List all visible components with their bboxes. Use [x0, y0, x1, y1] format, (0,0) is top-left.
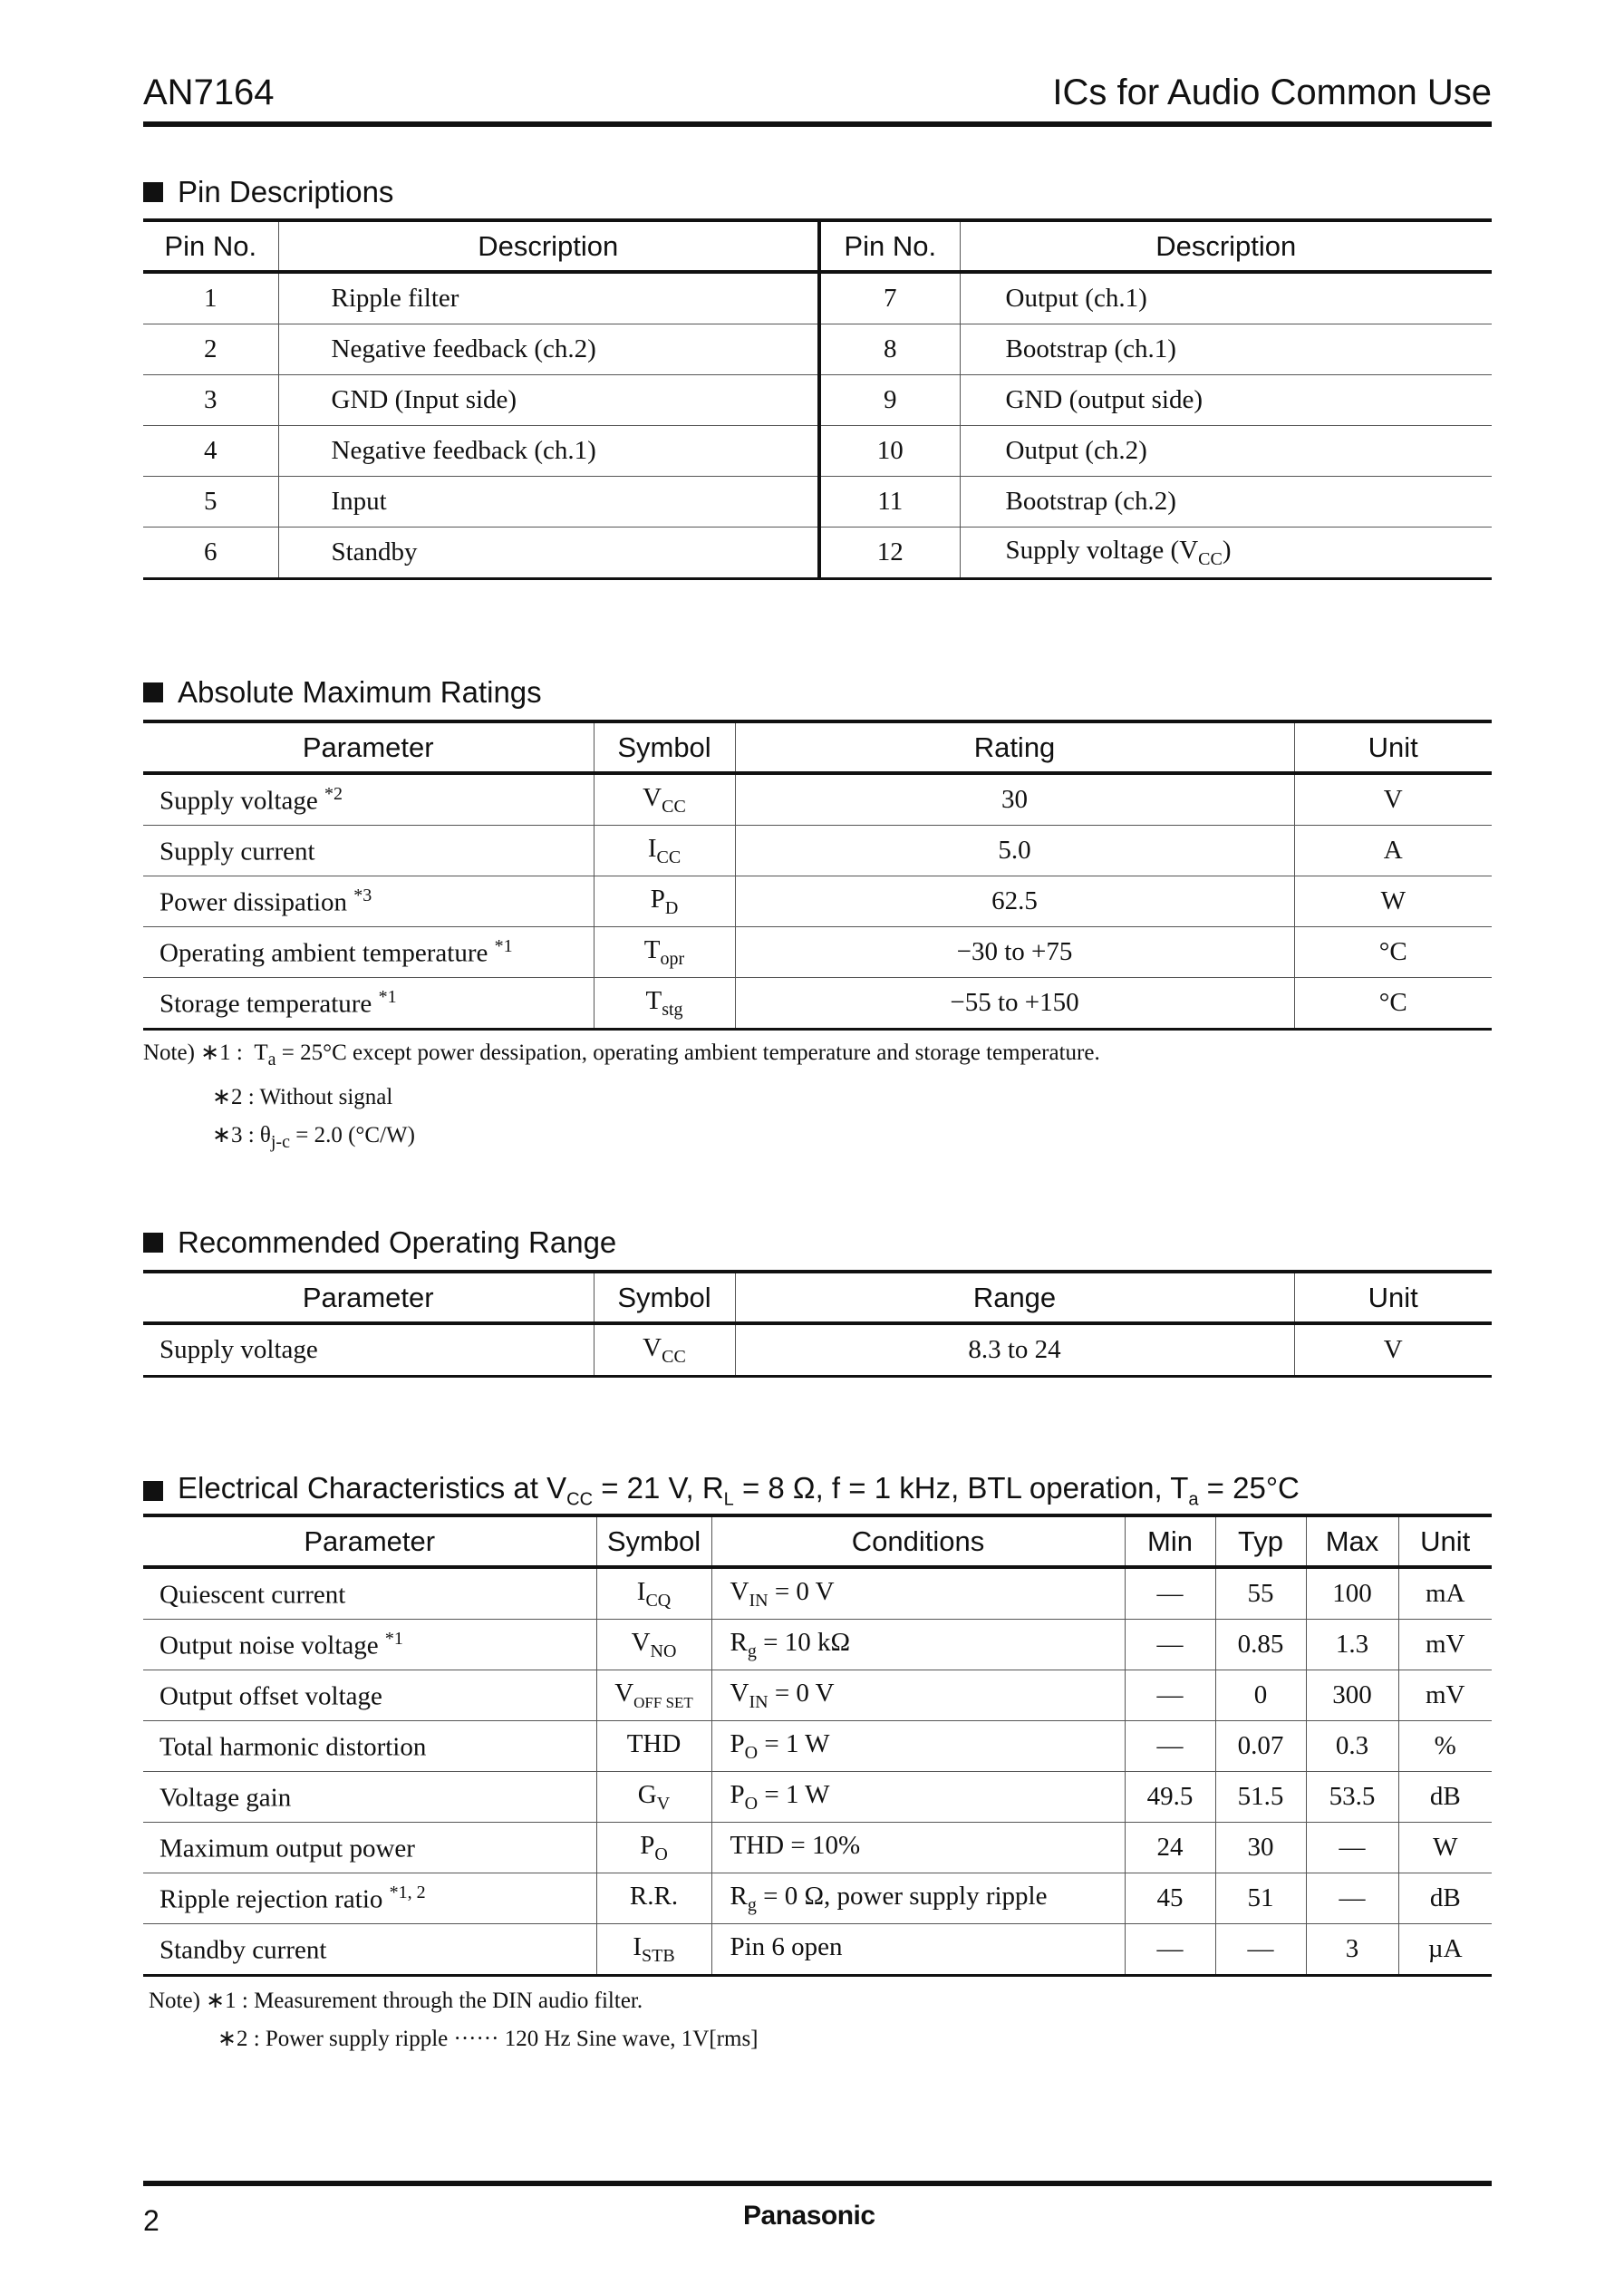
- table-row: [143, 1670, 1492, 1721]
- conditions-cell: $V_{IN} = 0$ V: [711, 1567, 1125, 1620]
- note-line: ∗3 : $\theta_{j-c} = 2.0$ (°C/W): [212, 1123, 415, 1152]
- symbol-cell: $I_{CQ}$: [596, 1567, 711, 1620]
- section-absolute-maximum-ratings: [143, 675, 542, 710]
- table-header-row: [143, 721, 1492, 773]
- min-cell: —: [1125, 1567, 1215, 1620]
- unit-cell: V: [1294, 773, 1492, 826]
- col-header: Unit: [1294, 1272, 1492, 1323]
- section-recommended-operating-range: [143, 1225, 616, 1260]
- unit-cell: A: [1294, 826, 1492, 876]
- unit-cell: V: [1294, 1323, 1492, 1377]
- conditions-cell: $R_g = 10$ kΩ: [711, 1620, 1125, 1670]
- min-cell: 24: [1125, 1823, 1215, 1873]
- table-row: [143, 1721, 1492, 1772]
- note-line: ∗2 : Without signal: [212, 1085, 393, 1109]
- max-cell: 3: [1306, 1924, 1398, 1976]
- col-header: Description: [278, 220, 819, 272]
- pin-number: 7: [819, 272, 960, 324]
- max-cell: —: [1306, 1873, 1398, 1924]
- section-bullet-icon: [143, 1481, 163, 1501]
- table-row: [143, 272, 1492, 324]
- symbol-cell: $I_{CC}$: [594, 826, 735, 876]
- conditions-cell: Pin 6 open: [711, 1924, 1125, 1976]
- max-cell: 0.3: [1306, 1721, 1398, 1772]
- pin-number: 4: [143, 426, 278, 477]
- max-cell: 100: [1306, 1567, 1398, 1620]
- min-cell: —: [1125, 1924, 1215, 1976]
- table-row: [143, 375, 1492, 426]
- section-title: Electrical Characteristics at $V_{CC} = 21$ V, $R_L = 8$ Ω, f = 1 kHz, BTL operation, $T_a = 25^\circ C$: [178, 1471, 1300, 1510]
- rating-cell: 5.0: [735, 826, 1294, 876]
- pin-description: Negative feedback (ch.1): [278, 426, 819, 477]
- parameter-cell: Output offset voltage: [143, 1670, 596, 1721]
- table-row: [143, 1567, 1492, 1620]
- symbol-cell: R.R.: [596, 1873, 711, 1924]
- max-cell: 1.3: [1306, 1620, 1398, 1670]
- col-header: Symbol: [594, 1272, 735, 1323]
- parameter-cell: Quiescent current: [143, 1567, 596, 1620]
- section-title: Pin Descriptions: [178, 175, 394, 208]
- col-header: Rating: [735, 721, 1294, 773]
- col-header: Conditions: [711, 1515, 1125, 1567]
- pin-number: 8: [819, 324, 960, 375]
- unit-cell: °C: [1294, 927, 1492, 978]
- min-cell: —: [1125, 1721, 1215, 1772]
- absolute-maximum-ratings-table: [143, 720, 1492, 1031]
- typ-cell: 55: [1215, 1567, 1306, 1620]
- section-electrical-characteristics: [143, 1471, 1300, 1511]
- pin-number: 1: [143, 272, 278, 324]
- parameter-cell: Operating ambient temperature $^{*1}$: [143, 927, 594, 978]
- pin-number: 12: [819, 528, 960, 579]
- table-row: [143, 1772, 1492, 1823]
- min-cell: 49.5: [1125, 1772, 1215, 1823]
- parameter-cell: Output noise voltage $^{*1}$: [143, 1620, 596, 1670]
- table-row: [143, 1823, 1492, 1873]
- parameter-cell: Standby current: [143, 1924, 596, 1976]
- symbol-cell: $P_D$: [594, 876, 735, 927]
- table-row: [143, 876, 1492, 927]
- section-bullet-icon: [143, 182, 163, 202]
- typ-cell: 51.5: [1215, 1772, 1306, 1823]
- symbol-cell: THD: [596, 1721, 711, 1772]
- parameter-cell: Total harmonic distortion: [143, 1721, 596, 1772]
- col-header: Parameter: [143, 721, 594, 773]
- symbol-cell: $P_O$: [596, 1823, 711, 1873]
- table-row: [143, 324, 1492, 375]
- col-header: Typ: [1215, 1515, 1306, 1567]
- unit-cell: mV: [1398, 1620, 1492, 1670]
- pin-description: Output (ch.1): [960, 272, 1492, 324]
- brand-logo: Panasonic: [743, 2201, 875, 2231]
- unit-cell: dB: [1398, 1772, 1492, 1823]
- note-line: Note) ∗1 : $T_a = 25^\circ C$ except power dessipation, operating ambient temperature and storage temperature.: [143, 1041, 1100, 1070]
- max-cell: 53.5: [1306, 1772, 1398, 1823]
- pin-number: 6: [143, 528, 278, 579]
- section-title: Recommended Operating Range: [178, 1225, 617, 1259]
- pin-number: 2: [143, 324, 278, 375]
- note-line: Note) ∗1 : Measurement through the DIN audio filter.: [149, 1989, 643, 2013]
- col-header: Parameter: [143, 1272, 594, 1323]
- table-row: [143, 1924, 1492, 1976]
- pin-description: Standby: [278, 528, 819, 579]
- col-header: Description: [960, 220, 1492, 272]
- unit-cell: mA: [1398, 1567, 1492, 1620]
- col-header: Symbol: [594, 721, 735, 773]
- unit-cell: mV: [1398, 1670, 1492, 1721]
- pin-description: Supply voltage $(V_{CC})$: [960, 528, 1492, 579]
- rating-cell: 62.5: [735, 876, 1294, 927]
- col-header: Parameter: [143, 1515, 596, 1567]
- table-row: [143, 1873, 1492, 1924]
- pin-number: 5: [143, 477, 278, 528]
- symbol-cell: $V_{OFF SET}$: [596, 1670, 711, 1721]
- conditions-cell: $V_{IN} = 0$ V: [711, 1670, 1125, 1721]
- table-row: [143, 978, 1492, 1030]
- parameter-cell: Storage temperature $^{*1}$: [143, 978, 594, 1030]
- table-row: [143, 927, 1492, 978]
- unit-cell: W: [1294, 876, 1492, 927]
- table-row: [143, 1620, 1492, 1670]
- parameter-cell: Supply voltage $^{*2}$: [143, 773, 594, 826]
- parameter-cell: Maximum output power: [143, 1823, 596, 1873]
- parameter-cell: Voltage gain: [143, 1772, 596, 1823]
- pin-description: GND (output side): [960, 375, 1492, 426]
- pin-number: 3: [143, 375, 278, 426]
- symbol-cell: $I_{STB}$: [596, 1924, 711, 1976]
- unit-cell: %: [1398, 1721, 1492, 1772]
- page-number: 2: [143, 2204, 160, 2237]
- table-row: [143, 1323, 1492, 1377]
- col-header: Pin No.: [819, 220, 960, 272]
- unit-cell: µA: [1398, 1924, 1492, 1976]
- note-line: ∗2 : Power supply ripple ······ 120 Hz Sine wave, 1V[rms]: [218, 2027, 759, 2051]
- unit-cell: °C: [1294, 978, 1492, 1030]
- pin-description: Bootstrap (ch.2): [960, 477, 1492, 528]
- table-row: [143, 773, 1492, 826]
- pin-description: Input: [278, 477, 819, 528]
- document-category: ICs for Audio Common Use: [1052, 73, 1492, 112]
- pin-number: 9: [819, 375, 960, 426]
- conditions-cell: THD = 10%: [711, 1823, 1125, 1873]
- pin-number: 10: [819, 426, 960, 477]
- table-row: [143, 826, 1492, 876]
- col-header: Range: [735, 1272, 1294, 1323]
- symbol-cell: $T_{opr}$: [594, 927, 735, 978]
- table-header-row: [143, 220, 1492, 272]
- section-title: Absolute Maximum Ratings: [178, 675, 542, 709]
- recommended-operating-range-table: [143, 1270, 1492, 1378]
- max-cell: —: [1306, 1823, 1398, 1873]
- pin-description: Bootstrap (ch.1): [960, 324, 1492, 375]
- col-header: Min: [1125, 1515, 1215, 1567]
- header-rule: [143, 121, 1492, 127]
- parameter-cell: Power dissipation $^{*3}$: [143, 876, 594, 927]
- conditions-cell: $P_O = 1$ W: [711, 1721, 1125, 1772]
- abs-max-notes: [143, 1034, 1100, 1161]
- col-header: Unit: [1398, 1515, 1492, 1567]
- typ-cell: 0.07: [1215, 1721, 1306, 1772]
- rating-cell: 30: [735, 773, 1294, 826]
- section-bullet-icon: [143, 1233, 163, 1253]
- symbol-cell: $V_{NO}$: [596, 1620, 711, 1670]
- table-header-row: [143, 1272, 1492, 1323]
- unit-cell: W: [1398, 1823, 1492, 1873]
- conditions-cell: $R_g = 0$ Ω, power supply ripple: [711, 1873, 1125, 1924]
- part-number: AN7164: [143, 73, 275, 112]
- symbol-cell: $V_{CC}$: [594, 773, 735, 826]
- table-header-row: [143, 1515, 1492, 1567]
- footer-rule: [143, 2181, 1492, 2186]
- pin-description: Negative feedback (ch.2): [278, 324, 819, 375]
- table-row: [143, 528, 1492, 579]
- pin-number: 11: [819, 477, 960, 528]
- symbol-cell: $V_{CC}$: [594, 1323, 735, 1377]
- typ-cell: —: [1215, 1924, 1306, 1976]
- range-cell: 8.3 to 24: [735, 1323, 1294, 1377]
- elec-notes: [149, 1982, 759, 2058]
- min-cell: —: [1125, 1670, 1215, 1721]
- parameter-cell: Supply voltage: [143, 1323, 594, 1377]
- typ-cell: 0.85: [1215, 1620, 1306, 1670]
- col-header: Symbol: [596, 1515, 711, 1567]
- pin-description: GND (Input side): [278, 375, 819, 426]
- pin-descriptions-table: [143, 218, 1492, 580]
- section-bullet-icon: [143, 682, 163, 702]
- typ-cell: 0: [1215, 1670, 1306, 1721]
- col-header: Unit: [1294, 721, 1492, 773]
- symbol-cell: $T_{stg}$: [594, 978, 735, 1030]
- max-cell: 300: [1306, 1670, 1398, 1721]
- min-cell: —: [1125, 1620, 1215, 1670]
- table-row: [143, 477, 1492, 528]
- unit-cell: dB: [1398, 1873, 1492, 1924]
- conditions-cell: $P_O = 1$ W: [711, 1772, 1125, 1823]
- pin-description: Output (ch.2): [960, 426, 1492, 477]
- parameter-cell: Supply current: [143, 826, 594, 876]
- electrical-characteristics-table: [143, 1514, 1492, 1977]
- typ-cell: 30: [1215, 1823, 1306, 1873]
- typ-cell: 51: [1215, 1873, 1306, 1924]
- pin-description: Ripple filter: [278, 272, 819, 324]
- min-cell: 45: [1125, 1873, 1215, 1924]
- col-header: Max: [1306, 1515, 1398, 1567]
- parameter-cell: Ripple rejection ratio $^{*1, 2}$: [143, 1873, 596, 1924]
- rating-cell: −30 to +75: [735, 927, 1294, 978]
- col-header: Pin No.: [143, 220, 278, 272]
- section-pin-descriptions: [143, 175, 393, 209]
- table-row: [143, 426, 1492, 477]
- symbol-cell: $G_V$: [596, 1772, 711, 1823]
- rating-cell: −55 to +150: [735, 978, 1294, 1030]
